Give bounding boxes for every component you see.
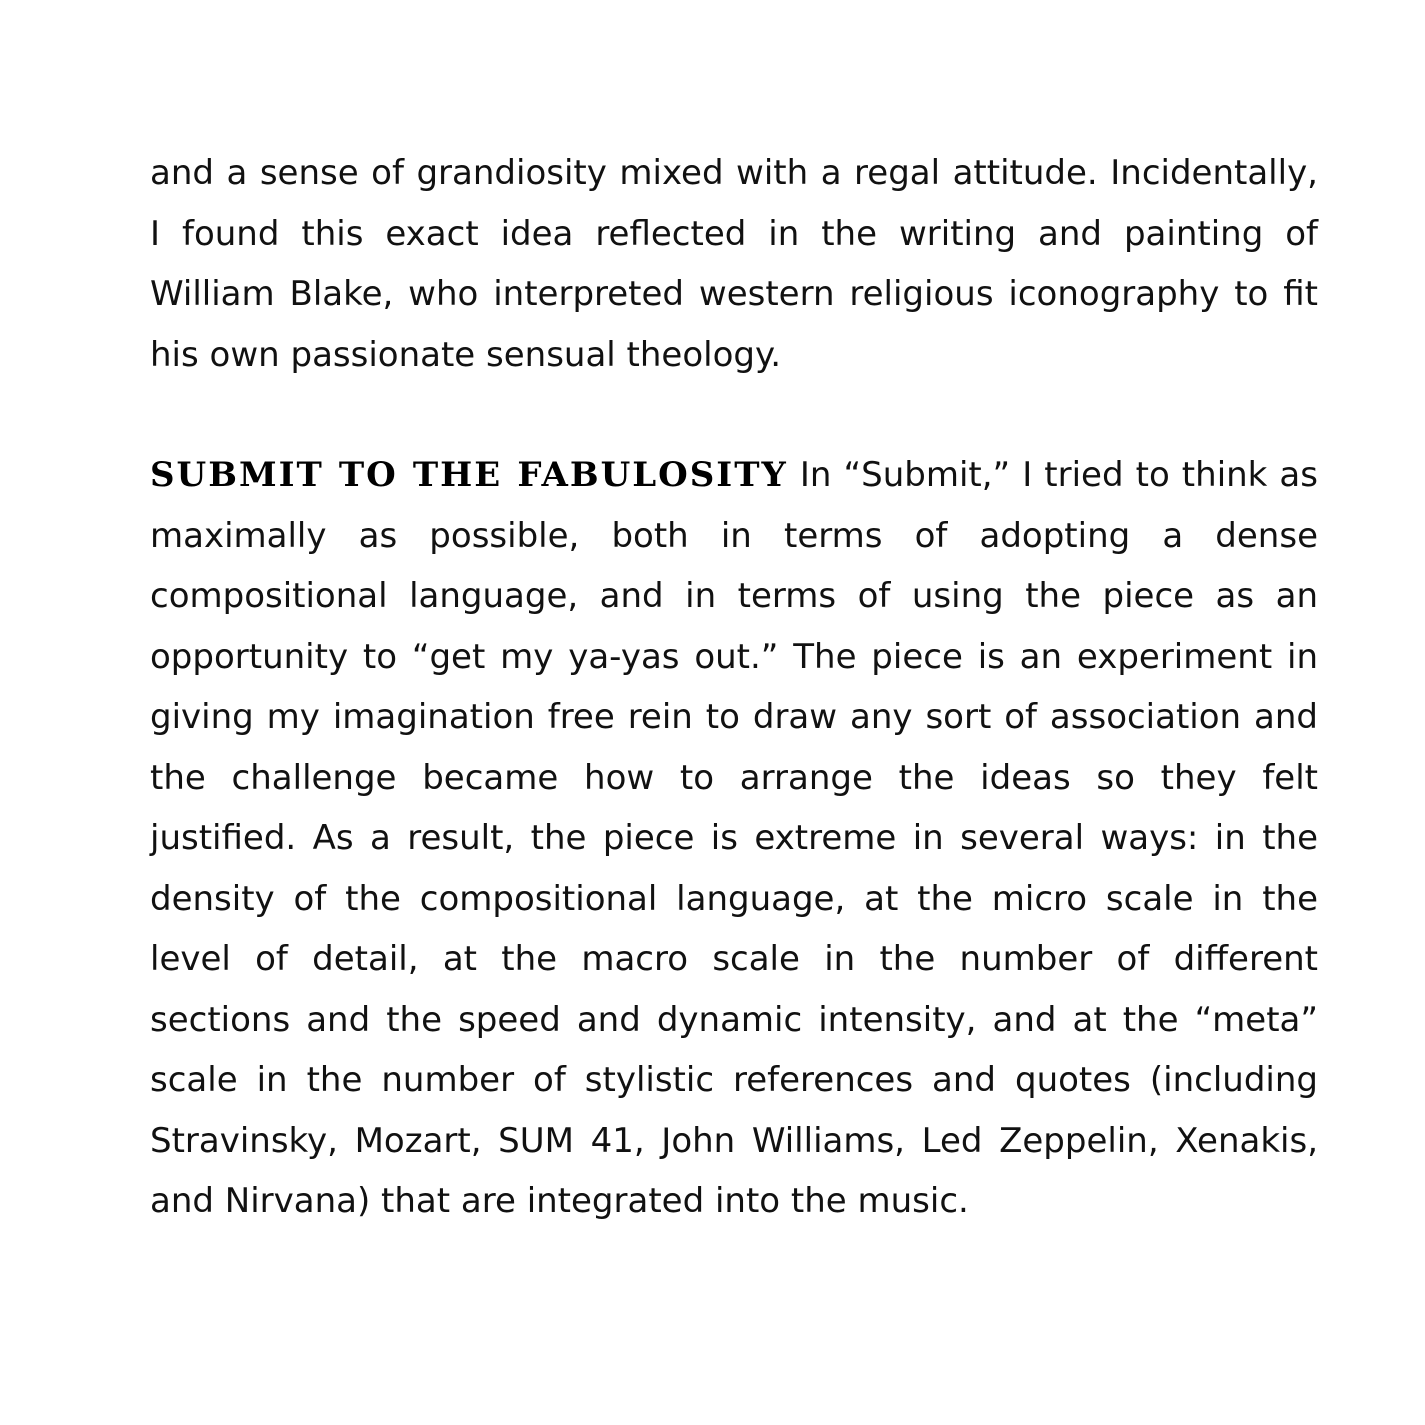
paragraph-submit-text: In “Submit,” I tried to think as maximally as possible, both in terms of adopting a dense compositional language, and in terms of using the piece as an opportunity to “get my ya-yas out.” The piece is an experiment in giving my imagination free rein to draw any sort of association and the challenge became how to arrange the ideas so they felt justified. As a result, the piece is extreme in several ways: in the density of the compositional language, at the micro scale in the level of detail, at the macro scale in the number of different sections and the speed and dynamic intensity, and at the “meta” scale in the number of stylistic references and quotes (including Stravinsky, Mozart, SUM 41, John Williams, Led Zeppelin, Xenakis, and Nirvana) that are integrated into the music.: [150, 455, 1318, 1221]
paragraph-intro: [150, 143, 1318, 385]
paragraph-submit: [150, 445, 1318, 1232]
document-page: [150, 143, 1318, 1232]
paragraph-intro-text: and a sense of grandiosity mixed with a regal attitude. Incidentally, I found this exact idea reflected in the writing and painting of William Blake, who interpreted western religious iconography to fit his own passionate sensual theology.: [150, 153, 1318, 375]
section-heading: SUBMIT TO THE FABULOSITY: [150, 455, 788, 495]
